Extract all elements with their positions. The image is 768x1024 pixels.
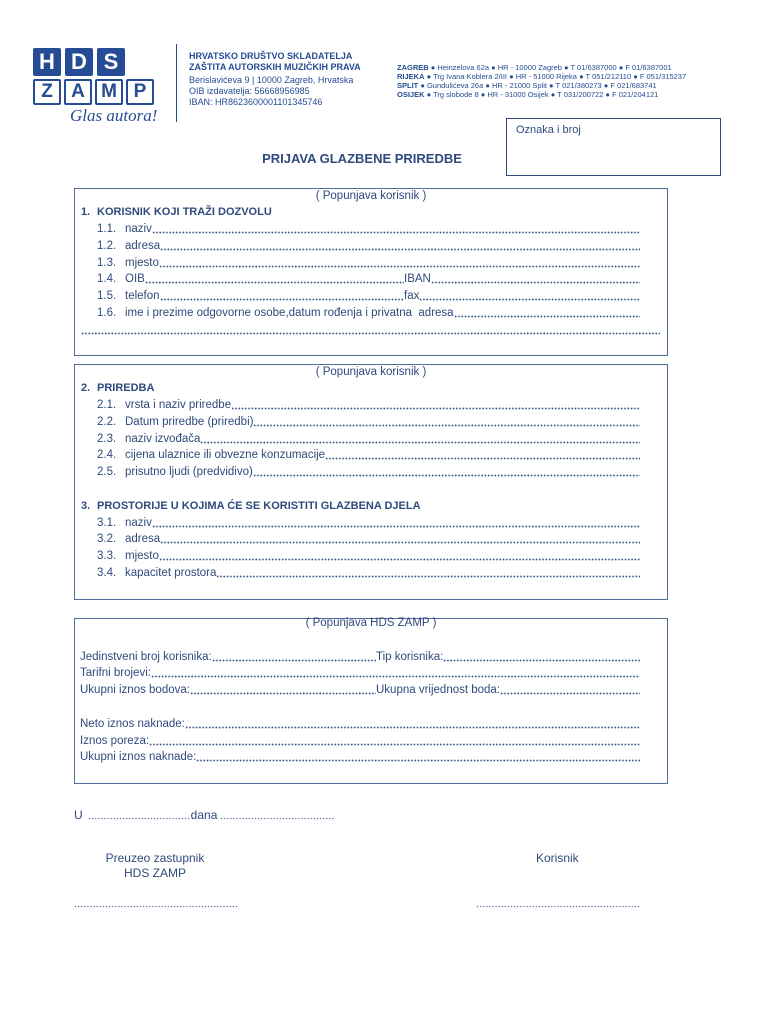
org-name: HRVATSKO DRUŠTVO SKLADATELJA — [189, 51, 353, 61]
field-label: naziv — [125, 223, 152, 236]
section-note — [75, 615, 667, 632]
field-label: cijena ulaznice ili obvezne konzumacije — [125, 449, 326, 462]
field-label: Ukupni iznos naknade: — [80, 751, 197, 764]
date-label: dana — [190, 808, 218, 822]
section-note — [75, 188, 667, 205]
office-list — [397, 63, 686, 99]
field-label: Iznos poreza: — [80, 734, 150, 747]
place-label: U — [74, 808, 83, 822]
spacer — [75, 481, 667, 498]
field-label: mjesto — [125, 550, 159, 563]
field-label: OIB — [125, 273, 145, 286]
fill-line — [216, 565, 640, 582]
field-row — [75, 515, 667, 532]
field-row — [75, 305, 667, 322]
field-row — [75, 548, 667, 565]
fill-line — [253, 464, 640, 481]
representative-title: Preuzeo zastupnik — [105, 851, 205, 865]
section-heading — [75, 498, 667, 515]
field-number: 2.5. — [97, 466, 117, 479]
fill-line — [325, 447, 640, 464]
field-label: mjesto — [125, 256, 159, 269]
field-row — [75, 288, 667, 305]
fill-line — [151, 665, 640, 682]
reference-number-box — [506, 118, 721, 176]
representative-signature-label — [95, 851, 215, 881]
section-note-text: ( Popunjava korisnik ) — [315, 365, 427, 378]
fill-line — [160, 238, 640, 255]
section-number: 2. — [81, 382, 91, 395]
field-row — [75, 447, 667, 464]
field-row — [75, 665, 667, 682]
section-heading — [75, 380, 667, 397]
office-city: SPLIT — [397, 81, 419, 90]
section-heading-text: KORISNIK KOJI TRAŽI DOZVOLU — [97, 206, 272, 219]
field-row — [75, 749, 667, 766]
office-city: ZAGREB — [397, 63, 429, 72]
section-heading-text: PROSTORIJE U KOJIMA ĆE SE KORISTITI GLAZBENA DJELA — [97, 499, 421, 512]
header-divider — [176, 44, 177, 122]
office-city: RIJEKA — [397, 72, 425, 81]
logo-letter-h: H — [33, 48, 61, 76]
fill-line — [431, 271, 640, 288]
fill-line — [152, 515, 640, 532]
office-line — [397, 72, 686, 81]
field-number: 2.2. — [97, 415, 117, 428]
section-event-box — [74, 364, 668, 600]
field-label: Tarifni brojevi: — [80, 667, 151, 680]
fill-line — [152, 221, 640, 238]
office-line — [397, 63, 686, 72]
field-label: ime i prezime odgovorne osobe,datum rođenja i privatna adresa — [125, 307, 454, 320]
field-row — [75, 565, 667, 582]
field-number: 1.1. — [97, 223, 117, 236]
field-label: naziv izvođača — [125, 432, 201, 445]
field-label: Neto iznos naknade: — [80, 717, 185, 730]
section-note-text: ( Popunjava korisnik ) — [315, 189, 427, 202]
field-label: Ukupni iznos bodova: — [80, 684, 190, 697]
office-details: ● Heinzelova 62a ● HR - 10000 Zagreb ● T 01/6387000 ● F 01/6387001 — [428, 63, 672, 72]
office-use-box — [74, 618, 668, 784]
field-row — [75, 221, 667, 238]
logo-letter-s: S — [97, 48, 125, 76]
field-number: 3.1. — [97, 516, 117, 529]
org-address: Berislavićeva 9 | 10000 Zagreb, Hrvatska — [189, 75, 354, 85]
fill-line — [160, 288, 404, 305]
field-label: IBAN — [404, 273, 431, 286]
org-iban: IBAN: HR8623600001101345746 — [189, 97, 323, 107]
field-label: Datum priredbe (priredbi) — [125, 415, 254, 428]
field-row — [75, 255, 667, 272]
field-label: fax — [404, 290, 420, 303]
field-row — [75, 238, 667, 255]
fill-line — [212, 649, 376, 666]
section-number: 3. — [81, 499, 91, 512]
logo-zamp — [33, 79, 154, 105]
field-label: adresa — [125, 533, 161, 546]
section-user-box — [74, 188, 668, 356]
spacer — [75, 632, 667, 649]
reference-number-label: Oznaka i broj — [516, 124, 581, 136]
field-row — [75, 531, 667, 548]
field-row — [75, 716, 667, 733]
office-details: ● Trg slobode 8 ● HR - 31000 Osijek ● T 031/200722 ● F 021/204121 — [424, 90, 659, 99]
field-number: 2.3. — [97, 432, 117, 445]
field-row-continuation — [75, 322, 667, 339]
representative-signature-line — [74, 899, 238, 911]
user-signature-line — [476, 899, 640, 911]
section-heading — [75, 204, 667, 221]
user-signature-label: Korisnik — [536, 851, 579, 865]
section-note — [75, 364, 667, 381]
org-subtitle: ZAŠTITA AUTORSKIH MUZIČKIH PRAVA — [189, 62, 361, 72]
fill-line — [500, 682, 640, 699]
field-number: 3.3. — [97, 550, 117, 563]
field-number: 1.6. — [97, 307, 117, 320]
field-label: telefon — [125, 290, 160, 303]
date-fill-line — [220, 807, 334, 824]
fill-line — [149, 733, 640, 750]
org-oib: OIB izdavatelja: 56668956985 — [189, 86, 310, 96]
field-number: 1.5. — [97, 290, 117, 303]
field-number: 2.4. — [97, 449, 117, 462]
spacer — [75, 699, 667, 716]
fill-line — [196, 749, 640, 766]
field-number: 1.2. — [97, 239, 117, 252]
field-row — [75, 271, 667, 288]
office-city: OSIJEK — [397, 90, 425, 99]
field-number: 1.3. — [97, 256, 117, 269]
logo-letter-p: P — [126, 79, 154, 105]
field-label: Jedinstveni broj korisnika: — [80, 650, 212, 663]
fill-line — [159, 548, 640, 565]
field-number: 1.4. — [97, 273, 117, 286]
field-label: Ukupna vrijednost boda: — [376, 684, 501, 697]
field-number: 2.1. — [97, 399, 117, 412]
logo-hds — [33, 48, 125, 76]
fill-line — [145, 271, 404, 288]
field-row — [75, 733, 667, 750]
office-details: ● Trg Ivana Koblera 2/III ● HR - 51000 Rijeka ● T 051/212110 ● F 051/315237 — [424, 72, 687, 81]
logo-letter-m: M — [95, 79, 123, 105]
fill-line — [454, 305, 640, 322]
field-row — [75, 649, 667, 666]
fill-line — [200, 431, 640, 448]
representative-org: HDS ZAMP — [123, 866, 186, 880]
field-label: prisutno ljudi (predvidivo) — [125, 466, 253, 479]
office-details: ● Gundulićeva 26a ● HR - 21000 Split ● T 021/380273 ● F 021/683741 — [418, 81, 657, 90]
office-line — [397, 81, 686, 90]
fill-line — [231, 397, 640, 414]
field-row — [75, 431, 667, 448]
field-row — [75, 397, 667, 414]
fill-line — [160, 531, 640, 548]
logo-letter-d: D — [65, 48, 93, 76]
fill-line — [419, 288, 640, 305]
fill-line — [443, 649, 640, 666]
fill-line — [185, 716, 640, 733]
field-row — [75, 464, 667, 481]
field-number: 3.2. — [97, 533, 117, 546]
logo-letter-z: Z — [33, 79, 61, 105]
field-label: adresa — [125, 239, 161, 252]
fill-line — [81, 322, 660, 339]
field-row — [75, 682, 667, 699]
fill-line — [159, 255, 640, 272]
section-note-text: ( Popunjava HDS ZAMP ) — [305, 617, 437, 629]
fill-line — [190, 682, 376, 699]
logo-letter-a: A — [64, 79, 92, 105]
field-label: Tip korisnika: — [376, 650, 444, 663]
section-number: 1. — [81, 206, 91, 219]
field-label: vrsta i naziv priredbe — [125, 399, 232, 412]
place-date-line — [74, 807, 334, 824]
document-title: PRIJAVA GLAZBENE PRIREDBE — [262, 151, 462, 166]
logo-slogan: Glas autora! — [70, 106, 158, 125]
place-fill-line — [88, 807, 191, 824]
field-number: 3.4. — [97, 567, 117, 580]
field-label: kapacitet prostora — [125, 567, 217, 580]
fill-line — [253, 414, 640, 431]
office-line — [397, 90, 686, 99]
field-label: naziv — [125, 516, 152, 529]
section-heading-text: PRIREDBA — [97, 382, 155, 395]
field-row — [75, 414, 667, 431]
